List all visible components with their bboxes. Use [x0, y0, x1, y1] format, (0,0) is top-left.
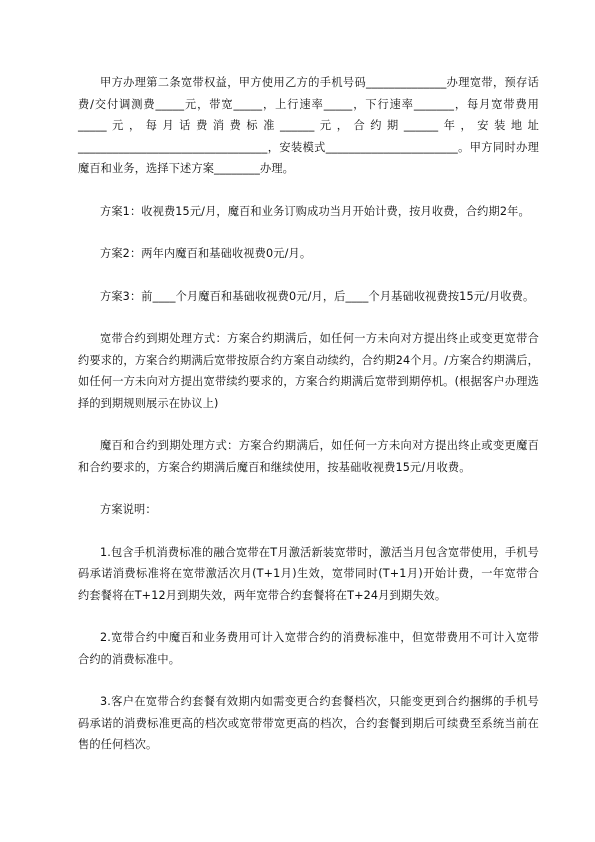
paragraph-plan-notes-heading: 方案说明：	[100, 503, 157, 516]
paragraph-note-1: 1.包含手机消费标准的融合宽带在T月激活新装宽带时，激活当月包含宽带使用，手机号码承诺消费标准将在宽带激活次月(T+1月)生效，宽带同时(T+1月)开始计费，一年宽带合约套餐将在T+12月到期失效，两年宽带合约套餐将在T+24月到期失效。	[78, 545, 539, 602]
paragraph-plan-2: 方案2：两年内魔百和基础收视费0元/月。	[100, 247, 312, 260]
paragraph-broadband-terms: 甲方办理第二条宽带权益，甲方使用乙方的手机号码______________办理宽带，预存话费/交付调测费_____元，带宽_____，上行速率_____，下行速率_______，每月宽带费用_____元，每月话费消费标准______元，合约期______年，安装地址_________________________________，安装模式_______________________。甲方同时办理魔百和业务，选择下述方案________办理。	[78, 76, 539, 175]
paragraph-plan-1: 方案1：收视费15元/月，魔百和业务订购成功当月开始计费，按月收费，合约期2年。	[100, 204, 530, 218]
paragraph-broadband-expiry: 宽带合约到期处理方式：方案合约期满后，如任何一方未向对方提出终止或变更宽带合约要求的，方案合约期满后宽带按原合约方案自动续约，合约期24个月。/方案合约期满后，如任何一方未向对方提出宽带续约要求的，方案合约期满后宽带到期停机。(根据客户办理选择的到期规则展示在协议上)	[78, 332, 539, 410]
paragraph-plan-3: 方案3：前____个月魔百和基础收视费0元/月，后____个月基础收视费按15元/月收费。	[100, 289, 535, 303]
paragraph-note-2: 2.宽带合约中魔百和业务费用可计入宽带合约的消费标准中，但宽带费用不可计入宽带合约的消费标准中。	[78, 631, 539, 666]
paragraph-mobaihe-expiry: 魔百和合约到期处理方式：方案合约期满后，如任何一方未向对方提出终止或变更魔百和合约要求的，方案合约期满后魔百和继续使用，按基础收视费15元/月收费。	[78, 439, 539, 474]
paragraph-note-3: 3.客户在宽带合约套餐有效期内如需变更合约套餐档次，只能变更到合约捆绑的手机号码承诺的消费标准更高的档次或宽带带宽更高的档次，合约套餐到期后可续费至系统当前在售的任何档次。	[78, 695, 539, 751]
